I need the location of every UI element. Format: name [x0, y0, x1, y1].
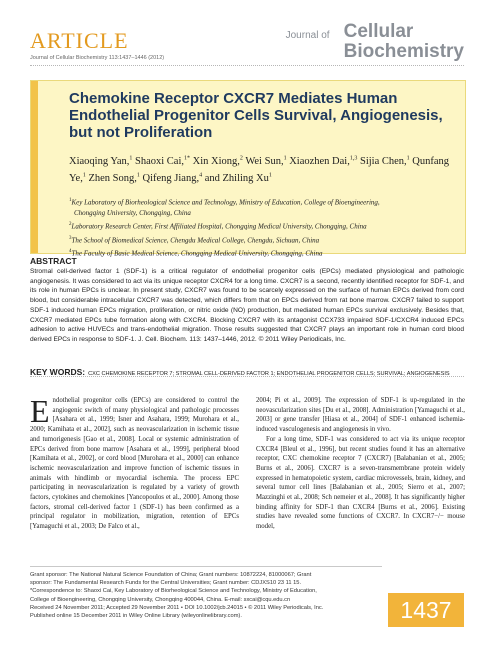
article-label: ARTICLE — [30, 28, 129, 53]
body-column-left — [30, 393, 239, 532]
affiliation: $^1$Key Laboratory of Biorheological Science and Technology, Ministry of Education, College of Bioengineering, — [69, 198, 380, 207]
drop-cap: E — [30, 393, 50, 429]
footnote-line: *Correspondence to: Shaoxi Cai, Key Laboratory of Biorheological Science and Technology, Ministry of Education, — [30, 588, 317, 595]
journal-logo — [285, 21, 464, 62]
author: Xiaoqing Yan,$^1$ — [69, 155, 133, 167]
body-paragraph: Endothelial progenitor cells (EPCs) are considered to control the angiogenic switch of many physiological and pathologic processes [Asahara et al., 1999; Isner and Asahara, 1999; Murohara et al., 2000; Kamihata et al., 2002], such as neovascularization in ischemic tissue and tumorigenesis [Gao et al., 2008]. Local or systemic administration of EPCs derived from bone marrow [Asahara et al., 1999], peripheral blood [Kamihata et al., 2002], or cord blood [Murohara et al., 2000] can enhance ischemic neovascularization and improve function of ischemic tissues in animals with hindlimb or myocardial ischemia. The process EPC participating in neovascularization is regulated by a variety of growth factors, cytokines and chemokines [Yancopoulos et al., 2000]. Among those factors, stromal cell-derived factor 1 (SDF-1) has been confirmed as a principal regulator in mobilization, migration, retention of EPCs [Yamaguchi et al., 2003; De Falco et al., — [30, 393, 239, 531]
keywords-divider — [30, 376, 464, 377]
author: Xiaozhen Dai,$^{1,3}$ — [289, 155, 358, 167]
author: Qunfang Ye,$^1$ — [69, 155, 450, 184]
body-paragraph: 2004; Pi et al., 2009]. The expression of SDF-1 is up-regulated in the neovascularization sites [Du et al., 2008]. Administration [Yamaguchi et al., 2003] or gene transfer [Hiasa et al., 2004] of SDF-1 enhanced ischemia-induced vasculogenesis and angiogenesis in vivo. — [256, 397, 465, 434]
footnote-line: Grant sponsor: The National Natural Science Foundation of China; Grant numbers: 10872224, 81000067; Grant — [30, 572, 312, 578]
author: Shaoxi Cai,$^{1*}$ — [135, 155, 191, 167]
author: Qifeng Jiang,$^4$ — [142, 172, 203, 184]
page-number: 1437 — [388, 593, 464, 627]
author: Sijia Chen,$^1$ — [359, 155, 410, 167]
affiliation: $^3$The School of Biomedical Science, Chengdu Medical College, Chengdu, Sichuan, China — [69, 235, 320, 244]
author: Xin Xiong,$^2$ — [192, 155, 243, 167]
journal-prefix: Journal of — [285, 30, 330, 41]
article-title: Chemokine Receptor CXCR7 Mediates Human Endothelial Progenitor Cells Survival, Angiogenesis, but not Proliferation — [69, 90, 443, 141]
journal-name-line1: Cellular — [343, 21, 414, 42]
footnote-line: sponsor: The Fundamental Research Funds for the Central Universities; Grant number: CDJXS10 23 11 15. — [30, 580, 302, 587]
affiliation-continued: Chongqing University, Chongqing, China — [74, 209, 191, 218]
keywords-text: CXC CHEMOKINE RECEPTOR 7; STROMAL CELL-DERIVED FACTOR 1; ENDOTHELIAL PROGENITOR CELLS; SURVIVAL; ANGIOGENESIS — [88, 371, 450, 377]
author: Wei Sun,$^1$ — [245, 155, 287, 167]
title-panel — [30, 80, 466, 258]
keywords-label: KEY WORDS: — [30, 367, 86, 377]
footnote-line: Published online 15 December 2011 in Wiley Online Library (wileyonlinelibrary.com). — [30, 613, 242, 620]
footnote-block — [30, 566, 382, 629]
affiliation: $^4$The Faculty of Basic Medical Science, Chongqing Medical University, Chongqing, China — [69, 248, 323, 258]
journal-citation: Journal of Cellular Biochemistry 113:1437–1446 (2012) — [30, 55, 165, 61]
body-column-right — [256, 396, 465, 532]
journal-name-line2: Biochemistry — [343, 41, 464, 62]
title-panel-stripe — [31, 81, 38, 253]
author-list — [69, 151, 459, 186]
keywords — [30, 362, 464, 380]
footnote-line: College of Bioengineering, Chongqing University, Chongqing 400044, China. E-mail: sxcai@cqu.edu.cn — [30, 596, 291, 603]
author: and Zhiling Xu$^1$ — [204, 172, 272, 184]
affiliation: $^2$Laboratory Research Center, First Affiliated Hospital, Chongqing Medical University, Chongqing, China — [69, 222, 367, 231]
author: Zhen Song,$^1$ — [88, 172, 140, 184]
body-paragraph: For a long time, SDF-1 was considered to act via its unique receptor CXCR4 [Bleul et al., 1996], but recent studies found it has an alternative receptor, CXC chemokine receptor 7 (CXCR7) [Balabanian et al., 2005; Burns et al., 2006]. CXCR7 is a seven-transmembrane protein widely expressed in hematopoietic system, cardiac microvessels, brain, kidney, and several tumor cell lines [Balabanian et al., 2005; Sierro et al., 2007; Mazzinghi et al., 2008; Sch nemeier et al., 2008]. It has significantly higher binding affinity for SDF-1 than CXCR4 [Burns et al., 2006]. Existing studies have revealed some functions of CXCR7. In CXCR7−/− mouse model, — [256, 435, 465, 531]
footnote-line: Received 24 November 2011; Accepted 29 November 2011 • DOI 10.1002/jcb.24015 • © 2011 Wiley Periodicals, Inc. — [30, 604, 324, 611]
abstract-text: Stromal cell-derived factor 1 (SDF-1) is a critical regulator of endothelial progenitor cells (EPCs) mediated physiological and pathologic angiogenesis. It was considered to act via its unique receptor CXCR4 for a long time. CXCR7 is a second, recently identified receptor for SDF-1, and its role in human EPCs is unclear. In present study, CXCR7 was found to be scarcely expressed on the surface of human EPCs derived from cord blood, but considerable intracellular CXCR7 was detected, which differs from that on EPCs derived from rat bone marrow. CXCR7 failed to support SDF-1 induced human EPCs migration, proliferation, or nitric oxide (NO) production, but mediated human EPCs survival exclusively. Besides that, CXCR7 mediated EPCs tube formation along with CXCR4. Blocking CXCR7 with its antagonist CCX733 impaired SDF-1/CXCR4 induced EPCs adhesion to active HUVECs and trans-endothelial migration. Those results suggested that CXCR7 plays an important role in human cord blood derived EPCs in response to SDF-1. J. Cell. Biochem. 113: 1437–1446, 2012. © 2011 Wiley Periodicals, Inc. — [30, 268, 464, 343]
abstract-heading: ABSTRACT — [30, 256, 77, 266]
affiliation-list — [69, 195, 461, 259]
header-divider — [30, 65, 464, 66]
